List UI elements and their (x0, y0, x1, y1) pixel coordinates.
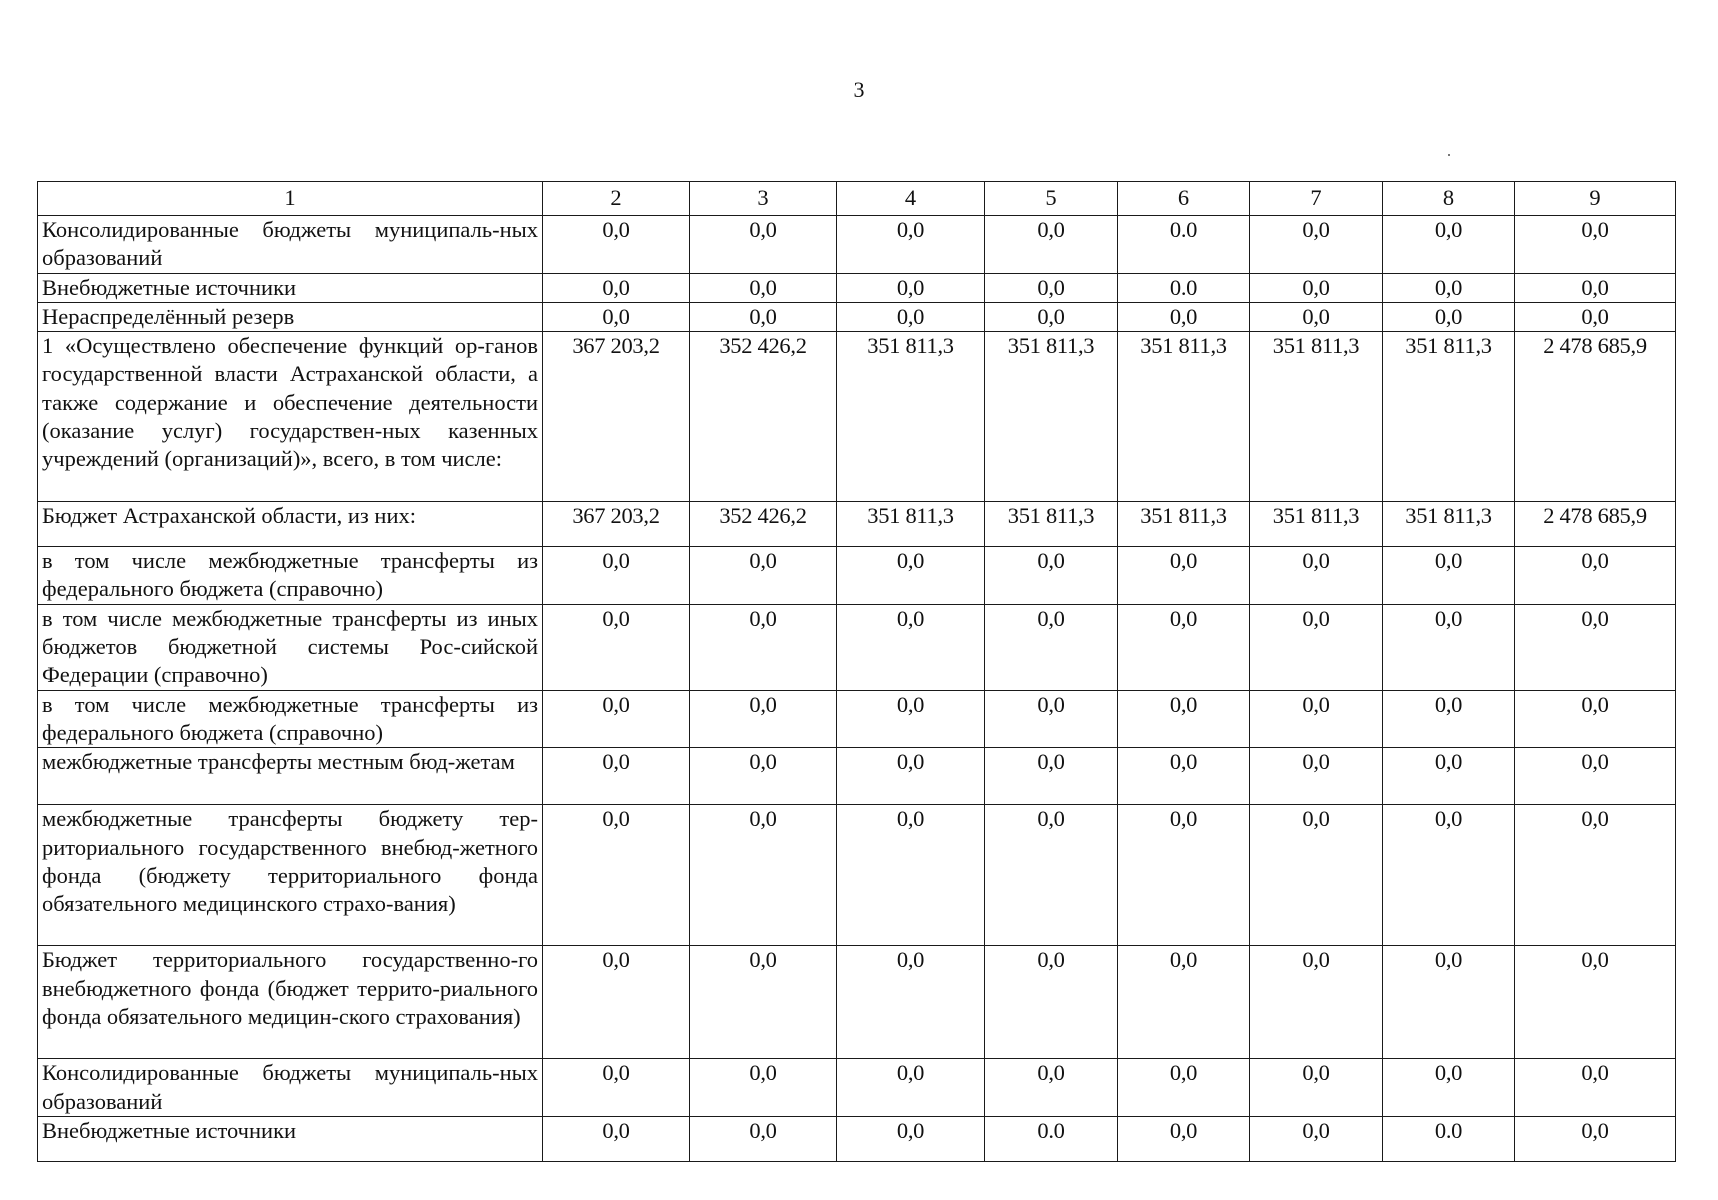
column-number: 3 (690, 182, 837, 216)
table-body (38, 216, 1676, 1162)
row-label: в том числе межбюджетные трансферты из федерального бюджета (справочно) (38, 690, 543, 748)
value-cell: 0.0 (1118, 273, 1250, 302)
value-cell: 0,0 (985, 302, 1118, 331)
table-row (38, 690, 1676, 748)
value-cell: 0,0 (1383, 946, 1515, 1059)
value-cell: 351 811,3 (837, 332, 985, 502)
value-cell: 0,0 (1118, 805, 1250, 946)
table-row (38, 1059, 1676, 1117)
value-cell: 2 478 685,9 (1515, 502, 1676, 547)
column-number: 6 (1118, 182, 1250, 216)
value-cell: 0,0 (543, 216, 690, 274)
value-cell: 352 426,2 (690, 332, 837, 502)
row-label: межбюджетные трансферты бюджету тер-риториального государственного внебюд-жетного фонда (бюджету территориального фонда обязательного медицинского страхо-вания) (38, 805, 543, 946)
value-cell: 0,0 (837, 216, 985, 274)
value-cell: 0,0 (690, 604, 837, 690)
table-row (38, 302, 1676, 331)
value-cell: 0,0 (1383, 302, 1515, 331)
value-cell: 0,0 (1383, 690, 1515, 748)
value-cell: 0,0 (543, 1116, 690, 1161)
value-cell: 0,0 (1118, 302, 1250, 331)
row-label: Консолидированные бюджеты муниципаль-ных образований (38, 1059, 543, 1117)
value-cell: 0,0 (690, 273, 837, 302)
value-cell: 351 811,3 (1118, 502, 1250, 547)
value-cell: 0,0 (1250, 273, 1383, 302)
value-cell: 367 203,2 (543, 502, 690, 547)
value-cell: 0,0 (543, 273, 690, 302)
value-cell: 0,0 (1250, 216, 1383, 274)
value-cell: 0,0 (1515, 302, 1676, 331)
value-cell: 0.0 (1118, 216, 1250, 274)
value-cell: 0,0 (690, 690, 837, 748)
scan-speck (1448, 154, 1450, 156)
value-cell: 367 203,2 (543, 332, 690, 502)
value-cell: 0,0 (837, 604, 985, 690)
value-cell: 0,0 (1383, 604, 1515, 690)
value-cell: 0,0 (837, 748, 985, 805)
column-number: 2 (543, 182, 690, 216)
row-label: 1 «Осуществлено обеспечение функций ор-ганов государственной власти Астраханской области, а также содержание и обеспечение деятельности (оказание услуг) государствен-ных казенных учреждений (организаций)», всего, в том числе: (38, 332, 543, 502)
value-cell: 352 426,2 (690, 502, 837, 547)
value-cell: 0,0 (1118, 690, 1250, 748)
value-cell: 0,0 (543, 805, 690, 946)
row-label: Консолидированные бюджеты муниципаль-ных образований (38, 216, 543, 274)
table-row (38, 273, 1676, 302)
value-cell: 0,0 (690, 547, 837, 605)
value-cell: 0,0 (837, 1116, 985, 1161)
value-cell: 0,0 (690, 946, 837, 1059)
value-cell: 0,0 (837, 690, 985, 748)
value-cell: 0,0 (1383, 748, 1515, 805)
table-header (38, 182, 1676, 216)
value-cell: 0,0 (543, 604, 690, 690)
value-cell: 2 478 685,9 (1515, 332, 1676, 502)
table-row (38, 216, 1676, 274)
value-cell: 0,0 (985, 1059, 1118, 1117)
value-cell: 0,0 (690, 216, 837, 274)
value-cell: 0,0 (985, 604, 1118, 690)
value-cell: 0,0 (1250, 1116, 1383, 1161)
value-cell: 0,0 (1515, 604, 1676, 690)
row-label: в том числе межбюджетные трансферты из иных бюджетов бюджетной системы Рос-сийской Федерации (справочно) (38, 604, 543, 690)
value-cell: 0,0 (1515, 946, 1676, 1059)
value-cell: 0.0 (1383, 1116, 1515, 1161)
value-cell: 0,0 (1118, 748, 1250, 805)
value-cell: 351 811,3 (985, 332, 1118, 502)
value-cell: 0,0 (1383, 547, 1515, 605)
budget-table (37, 181, 1676, 1162)
column-number: 9 (1515, 182, 1676, 216)
row-label: Бюджет Астраханской области, из них: (38, 502, 543, 547)
value-cell: 0,0 (1515, 1116, 1676, 1161)
table-row (38, 748, 1676, 805)
table-row (38, 946, 1676, 1059)
value-cell: 0,0 (1515, 273, 1676, 302)
value-cell: 0,0 (543, 748, 690, 805)
value-cell: 0,0 (1118, 604, 1250, 690)
value-cell: 0,0 (1515, 547, 1676, 605)
column-number: 7 (1250, 182, 1383, 216)
value-cell: 0,0 (837, 273, 985, 302)
value-cell: 0,0 (985, 805, 1118, 946)
value-cell: 351 811,3 (1383, 332, 1515, 502)
value-cell: 0,0 (690, 748, 837, 805)
value-cell: 0,0 (1250, 946, 1383, 1059)
value-cell: 0,0 (1250, 805, 1383, 946)
column-number: 1 (38, 182, 543, 216)
value-cell: 351 811,3 (1383, 502, 1515, 547)
table-row (38, 502, 1676, 547)
value-cell: 0,0 (1118, 547, 1250, 605)
value-cell: 0,0 (1250, 302, 1383, 331)
table-row (38, 547, 1676, 605)
value-cell: 0,0 (985, 748, 1118, 805)
value-cell: 0,0 (543, 1059, 690, 1117)
value-cell: 0,0 (837, 805, 985, 946)
value-cell: 0,0 (1250, 547, 1383, 605)
value-cell: 0,0 (690, 1059, 837, 1117)
value-cell: 0,0 (1118, 1116, 1250, 1161)
value-cell: 0,0 (1383, 216, 1515, 274)
table-row (38, 604, 1676, 690)
value-cell: 0,0 (690, 1116, 837, 1161)
value-cell: 0,0 (1250, 1059, 1383, 1117)
value-cell: 0,0 (1250, 748, 1383, 805)
value-cell: 0,0 (1383, 273, 1515, 302)
value-cell: 0,0 (985, 547, 1118, 605)
value-cell: 0,0 (1118, 946, 1250, 1059)
value-cell: 0,0 (837, 302, 985, 331)
row-label: Внебюджетные источники (38, 1116, 543, 1161)
value-cell: 0,0 (543, 302, 690, 331)
value-cell: 0,0 (1515, 216, 1676, 274)
value-cell: 0,0 (837, 1059, 985, 1117)
value-cell: 0,0 (1515, 805, 1676, 946)
value-cell: 0,0 (1515, 1059, 1676, 1117)
column-number: 5 (985, 182, 1118, 216)
value-cell: 0,0 (1515, 690, 1676, 748)
value-cell: 0,0 (985, 690, 1118, 748)
value-cell: 0,0 (837, 547, 985, 605)
value-cell: 0,0 (690, 805, 837, 946)
value-cell: 0,0 (1250, 690, 1383, 748)
value-cell: 351 811,3 (1118, 332, 1250, 502)
page-number: 3 (853, 77, 865, 102)
value-cell: 0,0 (1383, 805, 1515, 946)
column-number: 4 (837, 182, 985, 216)
value-cell: 0,0 (985, 946, 1118, 1059)
value-cell: 0,0 (543, 946, 690, 1059)
row-label: межбюджетные трансферты местным бюд-жетам (38, 748, 543, 805)
value-cell: 0,0 (690, 302, 837, 331)
table-row (38, 805, 1676, 946)
row-label: в том числе межбюджетные трансферты из федерального бюджета (справочно) (38, 547, 543, 605)
column-number-row (38, 182, 1676, 216)
value-cell: 0,0 (985, 216, 1118, 274)
value-cell: 351 811,3 (1250, 332, 1383, 502)
row-label: Нераспределённый резерв (38, 302, 543, 331)
value-cell: 0,0 (1118, 1059, 1250, 1117)
value-cell: 351 811,3 (837, 502, 985, 547)
value-cell: 0,0 (1515, 748, 1676, 805)
value-cell: 0,0 (543, 547, 690, 605)
value-cell: 351 811,3 (985, 502, 1118, 547)
table-row (38, 332, 1676, 502)
column-number: 8 (1383, 182, 1515, 216)
value-cell: 0.0 (985, 1116, 1118, 1161)
table-row (38, 1116, 1676, 1161)
value-cell: 0,0 (1383, 1059, 1515, 1117)
row-label: Бюджет территориального государственно-го внебюджетного фонда (бюджет террито-риального фонда обязательного медицин-ского страхования) (38, 946, 543, 1059)
value-cell: 351 811,3 (1250, 502, 1383, 547)
value-cell: 0,0 (1250, 604, 1383, 690)
value-cell: 0,0 (837, 946, 985, 1059)
value-cell: 0,0 (985, 273, 1118, 302)
row-label: Внебюджетные источники (38, 273, 543, 302)
value-cell: 0,0 (543, 690, 690, 748)
